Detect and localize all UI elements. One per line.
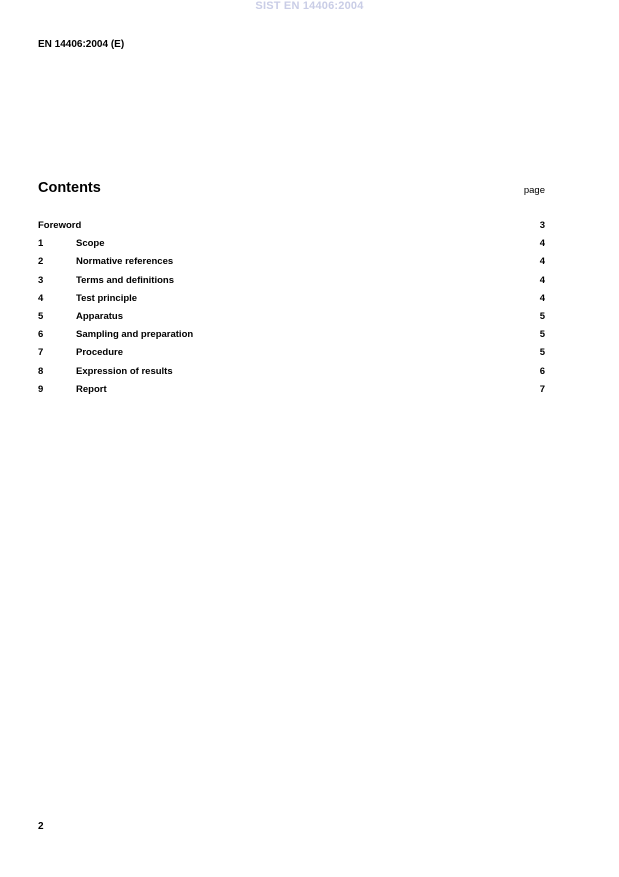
toc-entry-title: Terms and definitions xyxy=(76,274,175,286)
toc-entry-foreword[interactable] xyxy=(38,220,545,238)
toc-entry-number: 7 xyxy=(38,347,44,359)
toc-entry-page: 7 xyxy=(539,383,545,395)
watermark: SIST EN 14406:2004 xyxy=(255,0,364,12)
toc-entry-apparatus[interactable] xyxy=(38,311,545,329)
toc-entry-number: 5 xyxy=(38,310,44,322)
toc-entry-title: Normative references xyxy=(76,256,174,268)
toc-entry-page: 5 xyxy=(539,329,545,341)
toc-entry-expression-of-results[interactable] xyxy=(38,366,545,384)
toc-entry-number: 8 xyxy=(38,365,44,377)
toc-entry-test-principle[interactable] xyxy=(38,293,545,311)
toc-entry-normative-references[interactable] xyxy=(38,256,545,274)
toc-entry-number: 3 xyxy=(38,274,44,286)
toc-entry-title: Report xyxy=(76,383,107,395)
toc-entry-page: 3 xyxy=(539,220,545,231)
toc-entry-sampling-and-preparation[interactable] xyxy=(38,329,545,347)
page-column-label: page xyxy=(523,185,545,196)
toc-entry-title: Test principle xyxy=(76,292,138,304)
toc-entry-number: 2 xyxy=(38,256,44,268)
toc-entry-report[interactable] xyxy=(38,384,545,402)
toc-entry-page: 6 xyxy=(539,365,545,377)
toc-entry-title: Foreword xyxy=(38,220,82,231)
toc-entry-number: 1 xyxy=(38,238,44,250)
toc-entry-number: 4 xyxy=(38,292,44,304)
toc-entry-page: 4 xyxy=(539,238,545,250)
document-identifier: EN 14406:2004 (E) xyxy=(38,39,125,50)
toc-entry-title: Sampling and preparation xyxy=(76,329,194,341)
toc-entry-title: Scope xyxy=(76,238,105,250)
toc-entry-page: 4 xyxy=(539,256,545,268)
toc-entry-procedure[interactable] xyxy=(38,347,545,365)
toc-entry-page: 5 xyxy=(539,347,545,359)
toc-entry-number: 6 xyxy=(38,329,44,341)
toc-entry-terms-and-definitions[interactable] xyxy=(38,275,545,293)
toc-entry-title: Procedure xyxy=(76,347,123,359)
toc-entry-page: 5 xyxy=(539,310,545,322)
toc-entry-title: Expression of results xyxy=(76,365,173,377)
table-of-contents xyxy=(38,220,545,402)
toc-entry-scope[interactable] xyxy=(38,238,545,256)
toc-entry-number: 9 xyxy=(38,383,44,395)
toc-entry-page: 4 xyxy=(539,292,545,304)
toc-entry-page: 4 xyxy=(539,274,545,286)
toc-entry-title: Apparatus xyxy=(76,310,123,322)
page-number: 2 xyxy=(38,821,44,832)
contents-heading: Contents xyxy=(38,180,101,196)
